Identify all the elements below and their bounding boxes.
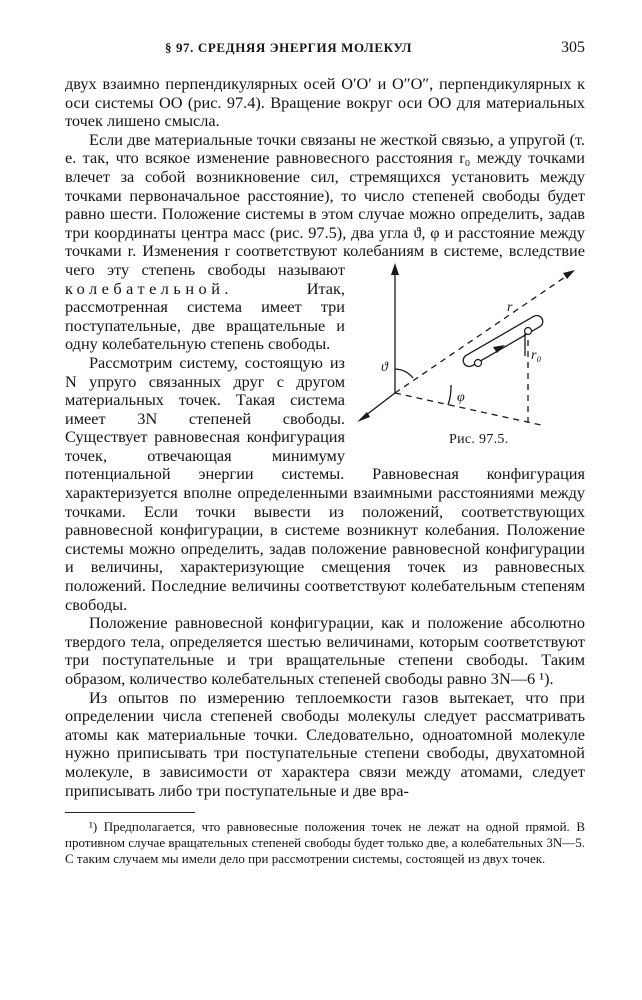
running-title: § 97. СРЕДНЯЯ ЭНЕРГИЯ МОЛЕКУЛ [165, 40, 413, 55]
right-axis-arrow [563, 270, 575, 279]
term-vibrational: колебательной [65, 278, 225, 298]
paragraph-2-text-b: . Итак, рассмотренная система имеет три поступательные, две вращательные и одну колебательную степень свободы. [65, 278, 345, 354]
atom-1 [475, 359, 482, 366]
paragraph-3: Рассмотрим систему, состоящую из N упруго связанных друг с другом материальных точек. Такая система имеет 3N степеней свободы. Существует равновесная конфигурация точек, отвечающая минимуму потенциальной энергии системы. Равновесная конфигурация характеризуется вполне определенными взаимными расстояниями между точками. Если точки вывести из положений, соответствующих равновесной конфигурации, в системе возникнут колебания. Положение системы можно определить, задав положение равновесной конфигурации и величины, характеризующие смещения точек из равновесных положений. Последние величины соответствуют колебательным степеням свободы. [65, 352, 585, 614]
figure-caption: Рис. 97.5. [449, 431, 509, 447]
vertical-axis-arrow [391, 263, 399, 275]
label-r: r [507, 299, 513, 315]
r-arrow [493, 345, 505, 353]
page-body [65, 75, 585, 867]
label-phi: φ [457, 389, 465, 405]
figure-97-5 [353, 261, 585, 461]
paragraph-5: Из опытов по измерению теплоемкости газов вытекает, что при определении числа степеней свободы молекулы следует рассматривать атомы как материальные точки. Следовательно, одноатомной молекуле нужно приписывать три поступательные степени свободы, двухатомной молекуле, в зависимости от характера связи между атомами, следует приписывать либо три поступательные и две вра- [65, 687, 585, 800]
label-theta: ϑ [381, 359, 388, 375]
footnote: ¹) Предполагается, что равновесные положения точек не лежат на одной прямой. В противном случае вращательных степеней свободы будет только две, а колебательных 3N—5. С таким случаем мы имели дело при рассмотрении системы, состоящей из двух точек. [65, 819, 586, 867]
page-number: 305 [561, 39, 585, 56]
label-r0: r₀ [531, 347, 542, 363]
paragraph-1: двух взаимно перпендикулярных осей O′O′ и O″O″, перпендикулярных к оси системы OO (рис. 97.4). Вращение вокруг оси OO для материальных точек лишено смысла. [65, 74, 585, 131]
atom-2 [525, 327, 532, 334]
paragraph-4: Положение равновесной конфигурации, как и положение абсолютно твердого тела, определяется шестью величинами, которым соответствуют три поступательные и три вращательные степени свободы. Таким образом, количество колебательных степеней свободы равно 3N—6 ¹). [65, 613, 585, 688]
paragraph-2 [65, 129, 585, 447]
footnote-rule [65, 812, 195, 813]
paragraph-2-text-a: Если две материальные точки связаны не жесткой связью, а упругой (т. е. так, что всякое изменение равновесного расстояния r₀ между точками влечет за собой возникновение сил, стремящихся установить между точками первоначальное расстояние), то число степеней свободы будет равно шести. Положение системы в этом случае можно определить, задав три координаты центра масс (рис. 97.5), два угла ϑ, φ и расстояние между точками r. Изменения r соответствуют колебаниям в системе, вследствие чего эту степень свободы называют [65, 129, 585, 279]
page-header [65, 40, 585, 62]
